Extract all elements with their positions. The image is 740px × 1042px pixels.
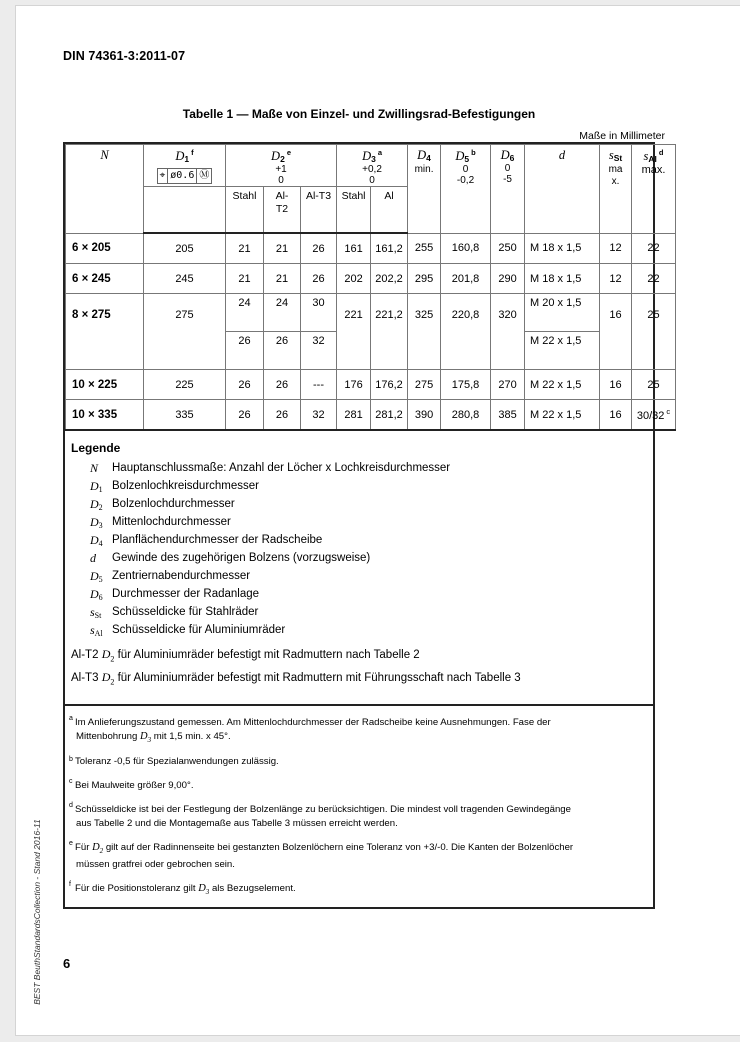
legend-item: $D_4$ Planflächendurchmesser der Radscheibe	[90, 533, 323, 548]
legend-item: $D_6$ Durchmesser der Radanlage	[90, 587, 260, 602]
table-title: Tabelle 1 — Maße von Einzel- und Zwillingsrad-Befestigungen	[182, 107, 536, 121]
position-tolerance-frame: ⌖ ø0.6 Ⓜ	[157, 168, 213, 184]
legend-item: d Gewinde des zugehörigen Bolzens (vorzugsweise)	[90, 551, 371, 565]
side-watermark: BEST BeuthStandardsCollection - Stand 2016-11	[32, 819, 42, 1005]
units-note: Maße in Millimeter	[579, 130, 665, 142]
table-row: 8 × 275 275 24 24 30 221 221,2 325 220,8 320 M 20 x 1,5 16 25	[66, 294, 676, 332]
legend	[65, 431, 653, 706]
header-s-al: $s_{Al}^d$ max.	[632, 145, 676, 234]
header-d3: $D_3^a$ +0,2 0	[337, 145, 408, 187]
mmc-icon: Ⓜ	[199, 170, 210, 181]
footnote-c: c Bei Maulweite größer 9,00°.	[69, 777, 194, 791]
header-thread: d	[525, 145, 600, 234]
header-s-st: $s_{St}$ ma x.	[600, 145, 632, 234]
legend-item: $s_{St}$ Schüsseldicke für Stahlräder	[90, 605, 259, 620]
subheader-d2-alt2: Al- T2	[264, 187, 301, 234]
header-d4: $D_4$ min.	[408, 145, 441, 234]
legend-item-al-t3: Al-T3 $D_2$ für Aluminiumräder befestigt mit Radmuttern mit Führungsschaft nach Tabelle 3	[71, 670, 521, 687]
legend-item-al-t2: Al-T2 $D_2$ für Aluminiumräder befestigt mit Radmuttern nach Tabelle 2	[71, 647, 420, 664]
header-row	[66, 145, 676, 187]
footnote-d: d Schüsseldicke ist bei der Festlegung der Bolzenlänge zu berücksichtigen. Die mindest voll tragenden Gewindegänge aus Tabelle 2 und die Montagemaße aus Tabelle 3 müssen erreicht werden.	[69, 801, 571, 829]
table-row: 6 × 245 245 21 21 26 202 202,2 295 201,8 290 M 18 x 1,5 12 22	[66, 264, 676, 294]
subheader-d3-stahl: Stahl	[337, 187, 371, 234]
table-frame	[63, 142, 671, 909]
legend-item: $D_2$ Bolzenlochdurchmesser	[90, 497, 235, 512]
footnote-b: b Toleranz -0,5 für Spezialanwendungen zulässig.	[69, 755, 279, 767]
subheader-d2-stahl: Stahl	[226, 187, 264, 234]
table-row: 6 × 205 205 21 21 26 161 161,2 255 160,8 250 M 18 x 1,5 12 22	[66, 233, 676, 264]
header-d2: $D_2^e$ +1 0	[226, 145, 337, 187]
header-d1: $D_1^f$ ⌖ ø0.6 Ⓜ	[144, 145, 226, 187]
table-row: 10 × 225 225 26 26 --- 176 176,2 275 175,8 270 M 22 x 1,5 16 25	[66, 370, 676, 400]
legend-item: $s_{Al}$ Schüsseldicke für Aluminiumräder	[90, 623, 286, 638]
legend-item: $D_3$ Mittenlochdurchmesser	[90, 515, 231, 530]
footnote-e: e Für $D_2$ gilt auf der Radinnenseite bei gestanzten Bolzenlöchern eine Toleranz von +3/-0. Die Kanten der Bolzenlöcher müssen gratfrei oder gebrochen sein.	[69, 839, 574, 870]
footnote-a: a Im Anlieferungszustand gemessen. Am Mittenlochdurchmesser der Radscheibe keine Ausnehmungen. Fase der Mittenbohrung $D_3$ mit 1,5 min. x 45°.	[69, 714, 551, 744]
footnotes	[65, 706, 653, 907]
header-d6: $D_6$ 0 -5	[491, 145, 525, 234]
document-id: DIN 74361-3:2011-07	[63, 49, 186, 63]
legend-item: $D_1$ Bolzenlochkreisdurchmesser	[90, 479, 260, 494]
subheader-d2-alt3: Al-T3	[301, 187, 337, 234]
table-row-continuation: 26 26 32 M 22 x 1,5	[66, 332, 676, 370]
page-number: 6	[63, 956, 71, 971]
header-d5: $D_5^b$ 0 -0,2	[441, 145, 491, 234]
footnote-f: f Für die Positionstoleranz gilt $D_3$ als Bezugselement.	[69, 880, 296, 897]
subheader-d3-al: Al	[371, 187, 408, 234]
dimensions-table	[65, 144, 676, 431]
position-icon: ⌖	[158, 169, 169, 183]
legend-item: $D_5$ Zentriernabendurchmesser	[90, 569, 251, 584]
header-n: N	[66, 145, 144, 234]
legend-title: Legende	[71, 441, 121, 455]
table-row: 10 × 335 335 26 26 32 281 281,2 390 280,8 385 M 22 x 1,5 16 30/32 $^c$	[66, 400, 676, 431]
legend-item: N Hauptanschlussmaße: Anzahl der Löcher x Lochkreisdurchmesser	[90, 461, 451, 475]
